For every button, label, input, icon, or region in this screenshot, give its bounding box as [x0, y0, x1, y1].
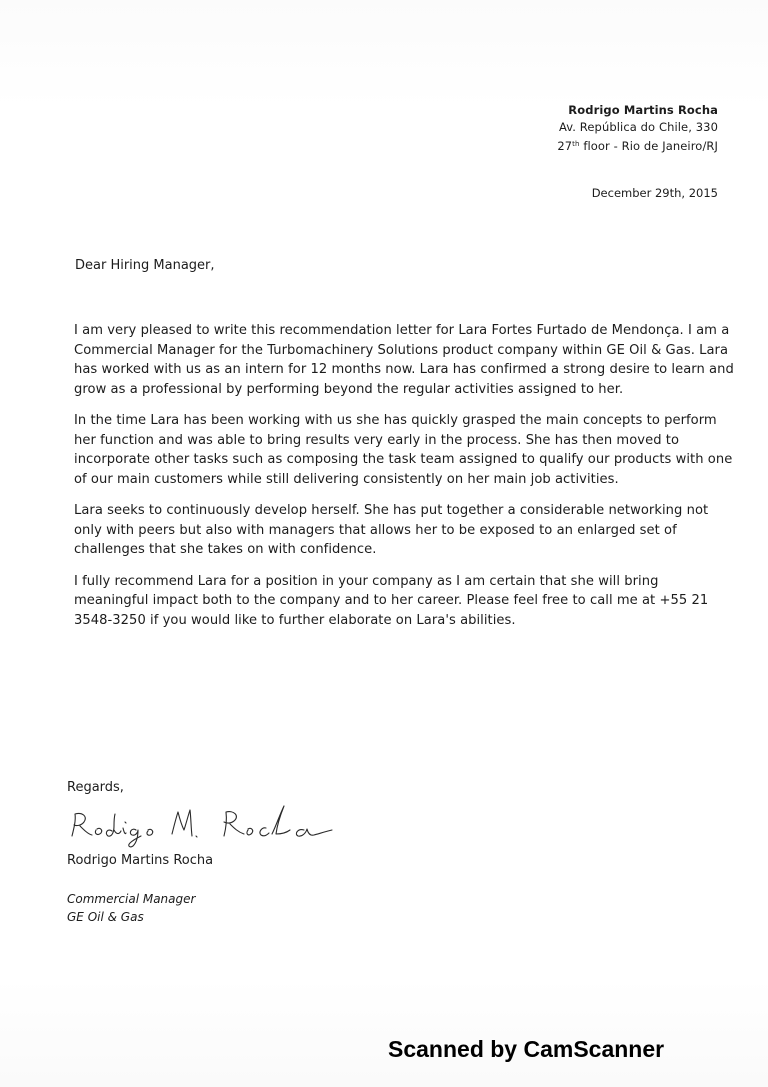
letter-date: December 29th, 2015: [591, 186, 718, 200]
paragraph-development: Lara seeks to continuously develop herself. She has put together a considerable networking not only with peers but also with managers that allows her to be exposed to an enlarged set of challenges that she takes on with confidence.: [74, 503, 709, 557]
paragraph-recommendation: I fully recommend Lara for a position in your company as I am certain that she will bring meaningful impact both to the company and to her career. Please feel free to call me at +55 21 3548-3250 if you would like to further elaborate on Lara's abilities.: [74, 573, 709, 628]
sender-name: Rodrigo Martins Rocha: [568, 103, 718, 117]
signer-details: [67, 890, 195, 926]
sender-block: [557, 102, 718, 155]
signer-title: Commercial Manager: [67, 892, 196, 906]
greeting: Dear Hiring Manager,: [75, 258, 215, 273]
signer-company: GE Oil & Gas: [67, 910, 144, 924]
closing: Regards,: [67, 780, 124, 795]
paragraph-intro: I am very pleased to write this recommendation letter for Lara Fortes Furtado de Mendonça. I am a Commercial Manager for the Turbomachinery Solutions product company within GE Oil & Gas. Lara has worked with us as an intern for 12 months now. Lara has confirmed a strong desire to learn and grow as a professional by performing beyond the regular activities assigned to her.: [74, 323, 734, 397]
signer-name: Rodrigo Martins Rocha: [67, 853, 214, 868]
floor-suffix: th: [572, 140, 580, 148]
handwritten-signature: [64, 800, 354, 850]
letter-body: [74, 321, 734, 642]
sender-floor: [557, 136, 718, 155]
floor-city: floor - Rio de Janeiro/RJ: [579, 139, 718, 153]
sender-address: Av. República do Chile, 330: [558, 120, 718, 134]
floor-number: 27: [557, 139, 573, 153]
paragraph-performance: In the time Lara has been working with us she has quickly grasped the main concepts to perform her function and was able to bring results very early in the process. She has then moved to incorporate other tasks such as composing the task team assigned to qualify our products with one of our main customers while still delivering consistently on her main job activities.: [74, 413, 733, 487]
scanner-watermark: Scanned by CamScanner: [388, 1036, 665, 1062]
